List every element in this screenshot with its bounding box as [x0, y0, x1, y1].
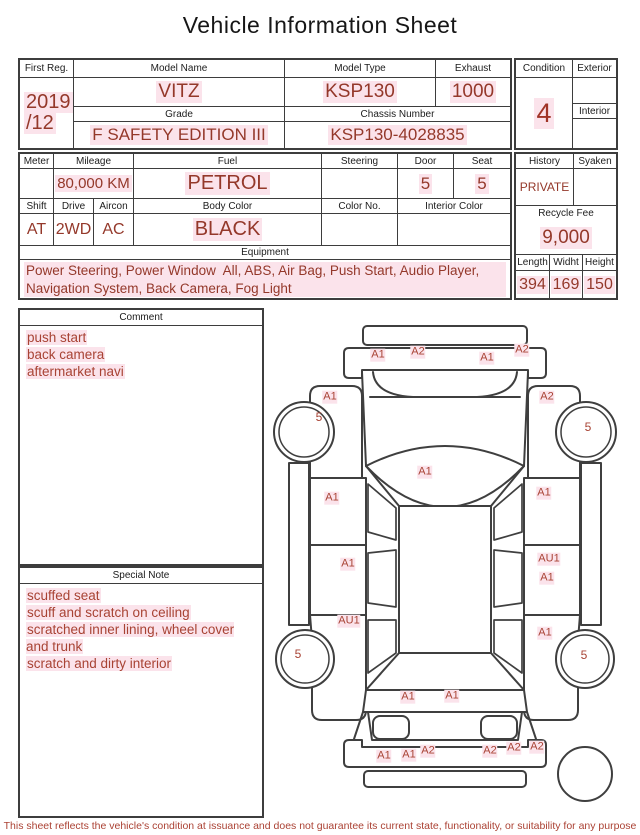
- damage-marker: A1: [401, 690, 415, 703]
- drive-value: 2WD: [54, 214, 94, 246]
- left-rear-window: [368, 550, 396, 607]
- damage-marker: A1: [540, 571, 554, 584]
- color-no-value: [322, 214, 398, 246]
- damage-marker: A2: [507, 741, 521, 754]
- right-rear-window: [494, 550, 522, 607]
- damage-marker: A1: [538, 626, 552, 639]
- fuel-value: PETROL: [134, 169, 322, 199]
- windshield: [366, 446, 524, 507]
- damage-marker: AU1: [338, 614, 360, 627]
- history-value: PRIVATE: [516, 169, 574, 206]
- rear-left-wheel: [276, 630, 334, 688]
- seat-header: Seat: [454, 154, 510, 169]
- body-color-header: Body Color: [134, 199, 322, 214]
- grade-value: F SAFETY EDITION III: [74, 122, 285, 148]
- left-rear-door: [310, 545, 366, 615]
- rear-plate: [364, 771, 526, 787]
- footer-disclaimer: This sheet reflects the vehicle's condition at issuance and does not guarantee its current state, functionality, or suitability for any purpose: [3, 820, 637, 832]
- steering-header: Steering: [322, 154, 398, 169]
- damage-marker: 5: [584, 420, 592, 435]
- exterior-header: Exterior: [573, 60, 616, 78]
- text-line: scratched inner lining, wheel cover and trunk: [26, 621, 235, 654]
- car-damage-diagram: [270, 310, 640, 810]
- fuel-header: Fuel: [134, 154, 322, 169]
- meter-value: [20, 169, 54, 199]
- steering-value: [322, 169, 398, 199]
- left-front-door: [310, 478, 366, 545]
- model-name-value: VITZ: [74, 78, 285, 107]
- damage-marker: A1: [402, 748, 416, 761]
- left-front-window: [368, 484, 396, 540]
- damage-marker: A1: [480, 351, 494, 364]
- damage-marker: A1: [341, 557, 355, 570]
- left-tail-light: [373, 716, 409, 739]
- interior-color-header: Interior Color: [398, 199, 510, 214]
- syaken-value: [574, 169, 616, 206]
- spare-tire: [558, 747, 612, 801]
- door-value: 5: [398, 169, 454, 199]
- interior-color-value: [398, 214, 510, 246]
- model-type-value: KSP130: [285, 78, 436, 107]
- damage-marker: A2: [421, 744, 435, 757]
- syaken-header: Syaken: [574, 154, 616, 169]
- condition-header: Condition: [516, 60, 573, 78]
- damage-marker: A2: [483, 744, 497, 757]
- damage-marker: 5: [315, 410, 323, 425]
- shift-value: AT: [20, 214, 54, 246]
- left-sill: [289, 463, 309, 625]
- text-line: aftermarket navi: [27, 363, 124, 379]
- equipment-header: Equipment: [20, 246, 510, 260]
- height-value: 150: [586, 275, 613, 293]
- special-note-header: Special Note: [20, 568, 262, 584]
- recycle-fee-value: 9,000: [516, 221, 616, 255]
- aircon-header: Aircon: [94, 199, 134, 214]
- right-front-window: [494, 484, 522, 540]
- mileage-header: Mileage: [54, 154, 134, 169]
- front-left-wheel: [274, 402, 334, 462]
- damage-marker: A1: [418, 465, 432, 478]
- text-line: scuffed seat: [27, 588, 100, 603]
- condition-value: 4: [516, 78, 573, 148]
- right-wheel-arch-line: [477, 372, 517, 397]
- damage-marker: A1: [325, 491, 339, 504]
- body-color-value: BLACK: [134, 214, 322, 246]
- first-reg-value: 2019 /12: [20, 78, 74, 148]
- spec-table: [18, 152, 512, 300]
- seat-value: 5: [454, 169, 510, 199]
- width-value: 169: [550, 271, 583, 298]
- text-line: scuff and scratch on ceiling: [27, 604, 190, 620]
- damage-marker: 5: [580, 648, 588, 663]
- right-sill: [581, 463, 601, 625]
- car-outline-svg: [270, 310, 640, 810]
- first-reg-header: First Reg.: [20, 60, 74, 78]
- aircon-value: AC: [94, 214, 134, 246]
- left-quarter-window: [368, 620, 396, 673]
- damage-marker: A1: [537, 486, 551, 499]
- damage-marker: A2: [411, 345, 425, 358]
- comment-body: [20, 326, 262, 385]
- roof: [399, 506, 491, 653]
- damage-marker: A2: [515, 343, 529, 356]
- left-wheel-arch-line: [373, 372, 413, 397]
- model-type-header: Model Type: [285, 60, 436, 78]
- right-quarter-window: [494, 620, 522, 673]
- door-header: Door: [398, 154, 454, 169]
- height-header: Height: [583, 255, 616, 271]
- chassis-number-header: Chassis Number: [285, 107, 510, 122]
- damage-marker: A1: [377, 749, 391, 762]
- shift-header: Shift: [20, 199, 54, 214]
- damage-marker: A1: [323, 390, 337, 403]
- right-tail-light: [481, 716, 517, 739]
- text-line: back camera: [27, 346, 105, 362]
- special-note-body: [20, 584, 262, 676]
- damage-marker: A1: [445, 689, 459, 702]
- history-header: History: [516, 154, 574, 169]
- recycle-fee-header: Recycle Fee: [538, 208, 594, 219]
- damage-marker: A2: [530, 740, 544, 753]
- damage-marker: AU1: [538, 552, 560, 565]
- comment-header: Comment: [20, 310, 262, 326]
- interior-header: Interior: [573, 104, 616, 119]
- damage-marker: A2: [540, 390, 554, 403]
- exhaust-header: Exhaust: [436, 60, 510, 78]
- text-line: scratch and dirty interior: [27, 655, 172, 671]
- interior-value: [573, 119, 616, 148]
- meter-header: Meter: [20, 154, 54, 169]
- condition-panel: [514, 58, 618, 150]
- grade-header: Grade: [74, 107, 285, 122]
- page-title: Vehicle Information Sheet: [182, 12, 458, 38]
- equipment-value: Power Steering, Power Window All, ABS, Air Bag, Push Start, Audio Player, Navigation System, Back Camera, Fog Light: [20, 260, 510, 298]
- damage-marker: 5: [294, 647, 302, 662]
- info-table: [18, 58, 512, 150]
- exterior-value: [573, 78, 616, 104]
- front-plate: [363, 326, 527, 345]
- comment-box: [18, 308, 264, 566]
- mileage-value: 80,000 KM: [54, 169, 134, 199]
- drive-header: Drive: [54, 199, 94, 214]
- length-header: Length: [516, 255, 550, 271]
- model-name-header: Model Name: [74, 60, 285, 78]
- length-value: 394: [516, 271, 550, 298]
- history-panel: [514, 152, 618, 300]
- exhaust-value: 1000: [436, 78, 510, 107]
- right-front-door: [524, 478, 580, 545]
- chassis-number-value: KSP130-4028835: [330, 125, 465, 144]
- text-line: push start: [27, 330, 87, 345]
- color-no-header: Color No.: [322, 199, 398, 214]
- width-header: Widht: [550, 255, 583, 271]
- damage-marker: A1: [371, 348, 385, 361]
- special-note-box: [18, 566, 264, 818]
